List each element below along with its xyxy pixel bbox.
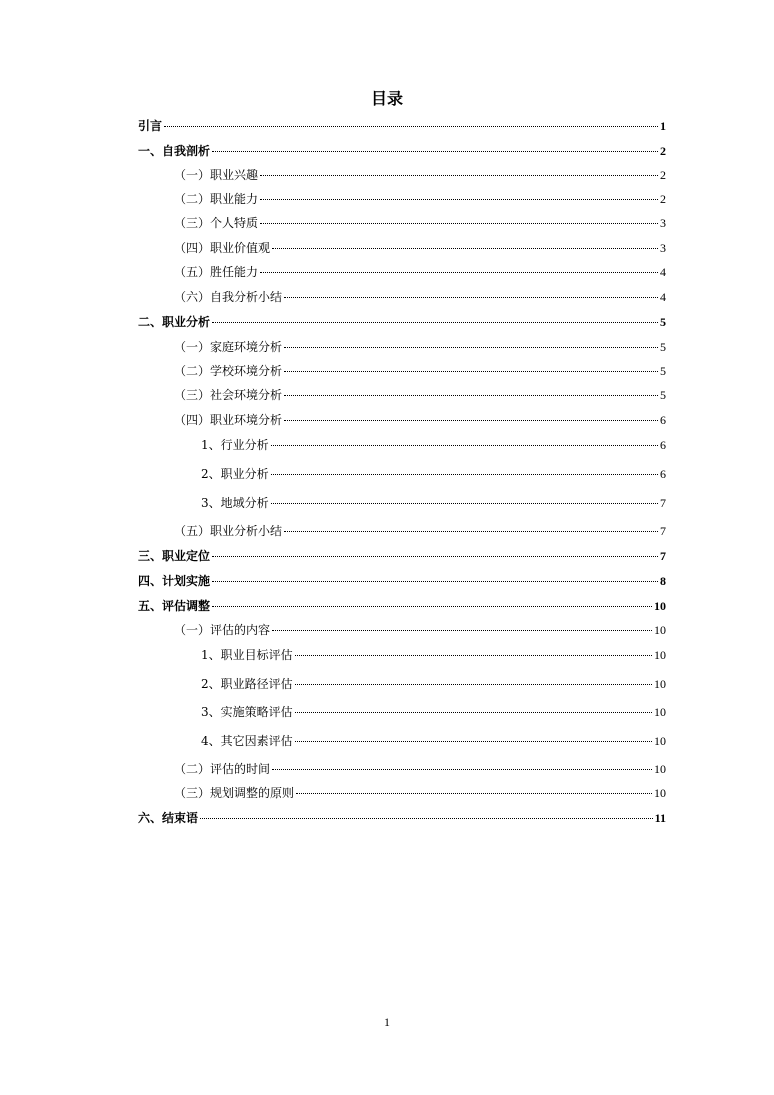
toc-entry[interactable]	[174, 167, 666, 183]
toc-entry-page: 4	[660, 290, 666, 304]
dot-leader	[260, 223, 658, 224]
toc-entry-label: 2、职业路径评估	[201, 677, 293, 691]
toc-entry-label: （一）家庭环境分析	[174, 340, 283, 354]
toc-entry[interactable]	[201, 733, 666, 749]
toc-entry-label: 3、实施策略评估	[201, 705, 293, 719]
toc-entry-label: （二）职业能力	[174, 192, 259, 206]
toc-entry-label: （六）自我分析小结	[174, 290, 283, 304]
toc-entry-page: 10	[654, 734, 666, 748]
dot-leader	[212, 581, 658, 582]
toc-entry-label: 2、职业分析	[201, 467, 269, 481]
toc-entry[interactable]	[174, 622, 666, 638]
toc-entry-label: （一）职业兴趣	[174, 168, 259, 182]
toc-entry-label: （四）职业价值观	[174, 241, 271, 255]
toc-entry-page: 10	[654, 599, 666, 613]
toc-entry-page: 7	[660, 549, 666, 563]
dot-leader	[284, 420, 658, 421]
toc-entry-label: 一、自我剖析	[138, 144, 211, 158]
toc-entry-label: 3、地域分析	[201, 496, 269, 510]
toc-title: 目录	[370, 89, 403, 108]
toc-entry-label: 二、职业分析	[138, 315, 211, 329]
toc-entry[interactable]	[201, 466, 666, 482]
toc-entry[interactable]	[138, 314, 666, 330]
page-number: 1	[384, 1015, 390, 1029]
toc-entry[interactable]	[138, 810, 666, 826]
dot-leader	[212, 606, 652, 607]
toc-entry[interactable]	[174, 412, 666, 428]
toc-entry[interactable]	[174, 387, 666, 403]
dot-leader	[271, 445, 658, 446]
toc-entry[interactable]	[201, 704, 666, 720]
dot-leader	[284, 371, 658, 372]
dot-leader	[295, 712, 652, 713]
toc-entry-page: 2	[660, 144, 666, 158]
toc-entry[interactable]	[201, 647, 666, 663]
toc-entry-label: （二）评估的时间	[174, 762, 271, 776]
toc-entry-page: 5	[660, 388, 666, 402]
toc-entry[interactable]	[174, 191, 666, 207]
toc-entry[interactable]	[174, 289, 666, 305]
toc-entry-page: 10	[654, 623, 666, 637]
toc-entry[interactable]	[138, 143, 666, 159]
toc-entry[interactable]	[201, 676, 666, 692]
toc-entry-page: 10	[654, 648, 666, 662]
dot-leader	[284, 347, 658, 348]
toc-entry-page: 4	[660, 265, 666, 279]
toc-entry-page: 10	[654, 786, 666, 800]
dot-leader	[260, 272, 658, 273]
dot-leader	[164, 126, 658, 127]
toc-entry[interactable]	[138, 548, 666, 564]
toc-entry[interactable]	[174, 339, 666, 355]
toc-entry-page: 3	[660, 216, 666, 230]
toc-entry-label: 三、职业定位	[138, 549, 211, 563]
toc-entry-label: （四）职业环境分析	[174, 413, 283, 427]
toc-entry[interactable]	[174, 785, 666, 801]
toc-entry[interactable]	[174, 215, 666, 231]
toc-entry-page: 5	[660, 364, 666, 378]
toc-entry-label: （二）学校环境分析	[174, 364, 283, 378]
toc-entry-page: 1	[660, 119, 666, 133]
dot-leader	[296, 793, 652, 794]
toc-entry-label: 四、计划实施	[138, 574, 211, 588]
toc-entry[interactable]	[174, 761, 666, 777]
dot-leader	[284, 395, 658, 396]
toc-entry[interactable]	[138, 598, 666, 614]
toc-entry-label: 六、结束语	[138, 811, 199, 825]
toc-entry-label: 引言	[138, 119, 163, 133]
toc-entry-label: （一）评估的内容	[174, 623, 271, 637]
toc-entry[interactable]	[174, 240, 666, 256]
dot-leader	[271, 503, 658, 504]
toc-entry-page: 10	[654, 677, 666, 691]
toc-entry-label: （五）胜任能力	[174, 265, 259, 279]
dot-leader	[295, 684, 652, 685]
toc-entry-label: 1、行业分析	[201, 438, 269, 452]
toc-entry[interactable]	[201, 495, 666, 511]
toc-entry-page: 5	[660, 340, 666, 354]
toc-entry[interactable]	[201, 437, 666, 453]
toc-entry-label: （五）职业分析小结	[174, 524, 283, 538]
toc-entry[interactable]	[138, 118, 666, 134]
toc-entry-label: 1、职业目标评估	[201, 648, 293, 662]
toc-entry-page: 3	[660, 241, 666, 255]
dot-leader	[284, 531, 658, 532]
toc-entry-label: 4、其它因素评估	[201, 734, 293, 748]
toc-entry[interactable]	[174, 363, 666, 379]
toc-entry-page: 8	[660, 574, 666, 588]
dot-leader	[295, 655, 652, 656]
toc-entry-page: 10	[654, 762, 666, 776]
dot-leader	[272, 248, 658, 249]
toc-entry-page: 10	[654, 705, 666, 719]
toc-entry-label: （三）个人特质	[174, 216, 259, 230]
dot-leader	[260, 199, 658, 200]
toc-entry-page: 7	[660, 496, 666, 510]
toc-entry-page: 7	[660, 524, 666, 538]
dot-leader	[272, 630, 652, 631]
dot-leader	[200, 818, 653, 819]
dot-leader	[212, 151, 658, 152]
toc-entry-page: 6	[660, 438, 666, 452]
toc-entry-label: 五、评估调整	[138, 599, 211, 613]
toc-entry-label: （三）规划调整的原则	[174, 786, 295, 800]
dot-leader	[212, 322, 658, 323]
toc-entry-page: 2	[660, 192, 666, 206]
dot-leader	[295, 741, 652, 742]
toc-entry[interactable]	[138, 573, 666, 589]
toc-entry-page: 11	[654, 811, 666, 825]
toc-entry-page: 5	[660, 315, 666, 329]
toc-entry-page: 2	[660, 168, 666, 182]
dot-leader	[272, 769, 652, 770]
toc-entry[interactable]	[174, 523, 666, 539]
dot-leader	[271, 474, 658, 475]
toc-entry-page: 6	[660, 413, 666, 427]
toc-entry[interactable]	[174, 264, 666, 280]
dot-leader	[212, 556, 658, 557]
dot-leader	[260, 175, 658, 176]
toc-entry-page: 6	[660, 467, 666, 481]
toc-entry-label: （三）社会环境分析	[174, 388, 283, 402]
dot-leader	[284, 297, 658, 298]
